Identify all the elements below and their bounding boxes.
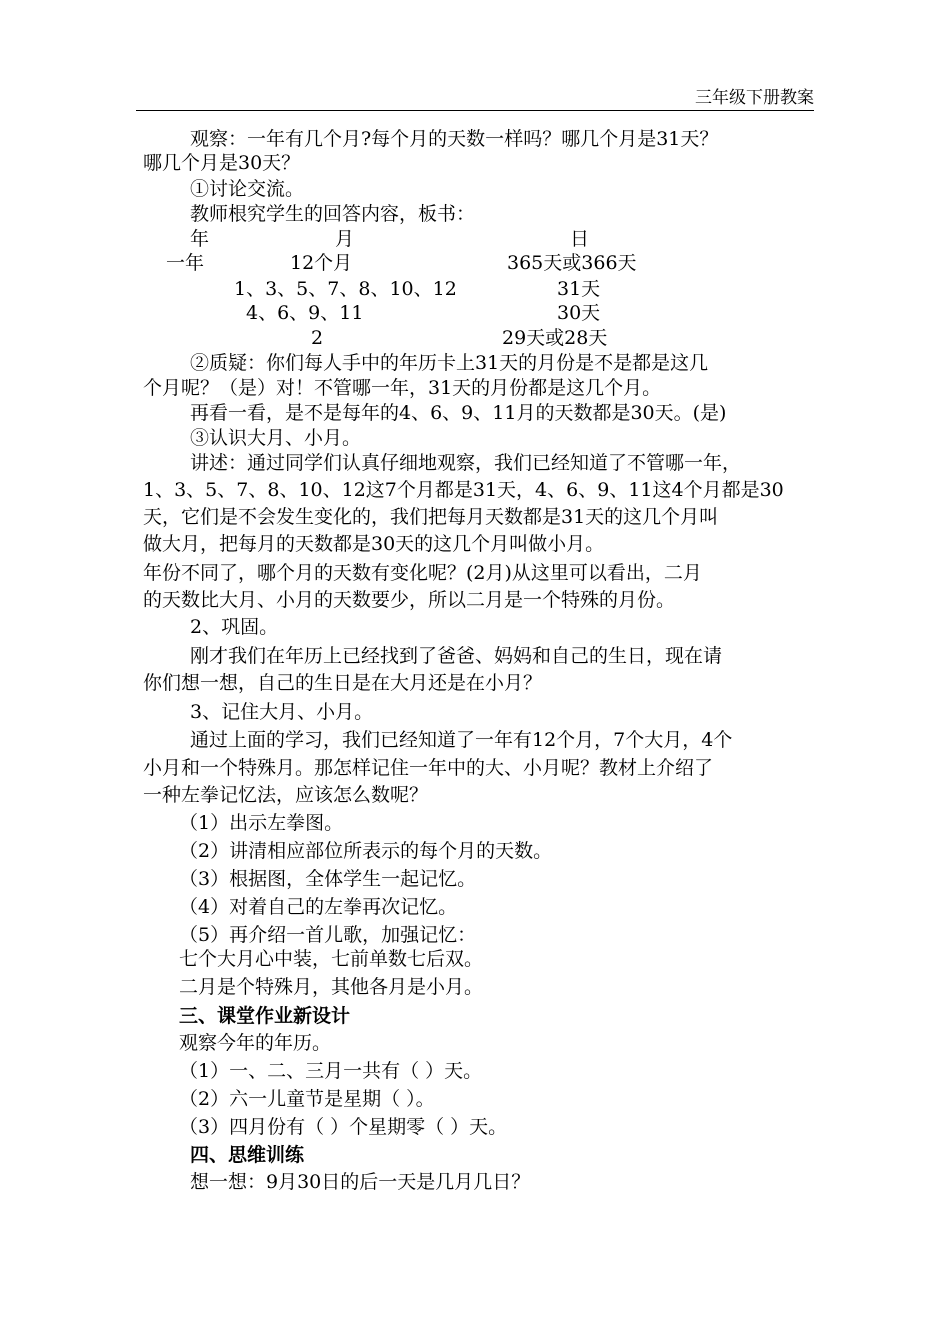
board-header-year: 年: [190, 228, 210, 250]
text-line: 2、巩固。: [190, 616, 279, 638]
text-line: 观察：一年有几个月?每个月的天数一样吗？哪几个月是31天？: [190, 128, 719, 150]
section-heading: 四、思维训练: [190, 1144, 305, 1166]
board-cell: 365天或366天: [507, 252, 637, 274]
text-line: ③认识大月、小月。: [190, 427, 362, 449]
text-line: （2）六一儿童节是星期（ ）。: [179, 1088, 435, 1110]
text-line: 再看一看，是不是每年的4、6、9、11月的天数都是30天。(是): [190, 402, 727, 424]
text-line: 个月呢？（是）对！不管哪一年，31天的月份都是这几个月。: [143, 377, 662, 399]
text-line: （4）对着自己的左拳再次记忆。: [179, 896, 458, 918]
board-cell: 12个月: [290, 252, 353, 274]
board-cell: 一年: [166, 252, 205, 274]
text-line: 3、记住大月、小月。: [190, 701, 374, 723]
board-cell: 1、3、5、7、8、10、12: [234, 278, 457, 300]
board-header-day: 日: [570, 228, 590, 250]
board-cell: 2: [311, 327, 324, 349]
text-line: 教师根究学生的回答内容，板书：: [190, 203, 476, 225]
text-line: 刚才我们在年历上已经找到了爸爸、妈妈和自己的生日，现在请: [190, 645, 723, 667]
text-line: 通过上面的学习，我们已经知道了一年有12个月，7个大月，4个: [190, 729, 733, 751]
text-line: （3）根据图，全体学生一起记忆。: [179, 868, 477, 890]
text-line: （1）出示左拳图。: [179, 812, 344, 834]
header-title: 三年级下册教案: [695, 88, 814, 108]
text-line: 讲述：通过同学们认真仔细地观察，我们已经知道了不管哪一年，: [190, 452, 742, 474]
text-line: 你们想一想，自己的生日是在大月还是在小月？: [143, 672, 543, 694]
text-line: 哪几个月是30天？: [143, 152, 301, 174]
board-cell: 30天: [557, 302, 601, 324]
board-header-month: 月: [335, 228, 355, 250]
text-line: 二月是个特殊月，其他各月是小月。: [179, 976, 484, 998]
text-line: 做大月，把每月的天数都是30天的这几个月叫做小月。: [143, 533, 605, 555]
text-line: 1、3、5、7、8、10、12这7个月都是31天，4、6、9、11这4个月都是30: [143, 479, 784, 501]
text-line: ②质疑：你们每人手中的年历卡上31天的月份是不是都是这几: [190, 352, 709, 374]
board-cell: 4、6、9、11: [246, 302, 364, 324]
board-cell: 31天: [557, 278, 601, 300]
text-line: 一种左拳记忆法，应该怎么数呢？: [143, 784, 429, 806]
text-line: （5）再介绍一首儿歌，加强记忆：: [179, 924, 477, 946]
board-cell: 29天或28天: [502, 327, 608, 349]
text-line: 小月和一个特殊月。那怎样记住一年中的大、小月呢？教材上介绍了: [143, 757, 714, 779]
text-line: 年份不同了，哪个月的天数有变化呢？(2月)从这里可以看出，二月: [143, 562, 702, 584]
text-line: 的天数比大月、小月的天数要少，所以二月是一个特殊的月份。: [143, 589, 676, 611]
text-line: 观察今年的年历。: [179, 1032, 332, 1054]
text-line: （1）一、二、三月一共有（ ）天。: [179, 1060, 483, 1082]
text-line: 七个大月心中装，七前单数七后双。: [179, 948, 484, 970]
text-line: （3）四月份有（ ）个星期零（ ）天。: [179, 1116, 508, 1138]
text-line: ①讨论交流。: [190, 178, 305, 200]
text-line: （2）讲清相应部位所表示的每个月的天数。: [179, 840, 553, 862]
text-line: 想一想：9月30日的后一天是几月几日？: [190, 1171, 531, 1193]
text-line: 天，它们是不会发生变化的，我们把每月天数都是31天的这几个月叫: [143, 506, 719, 528]
section-heading: 三、课堂作业新设计: [179, 1005, 351, 1027]
header-divider: [136, 110, 814, 111]
